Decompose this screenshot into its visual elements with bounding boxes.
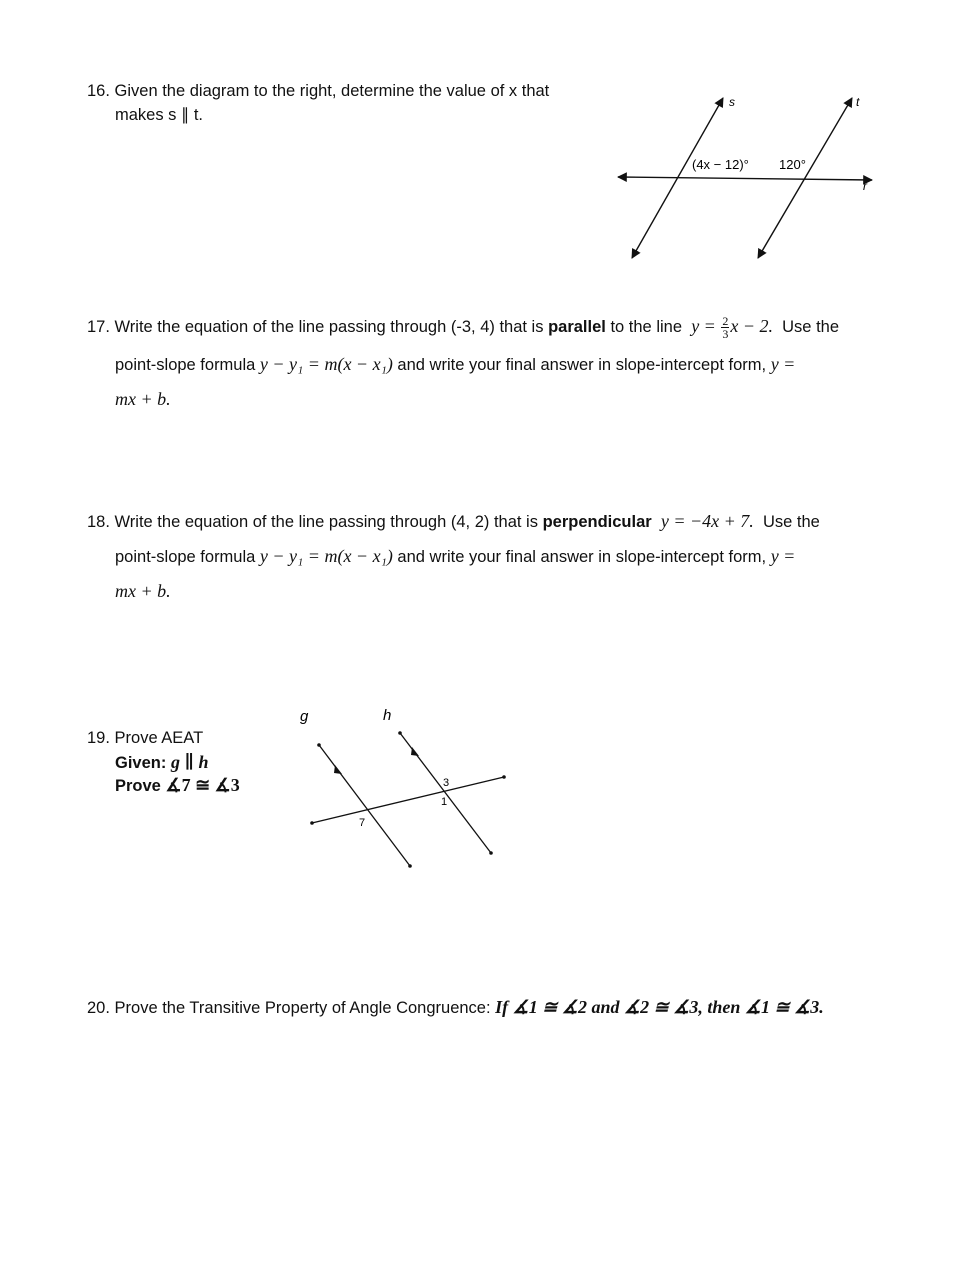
q19-prove-label: Prove bbox=[115, 777, 161, 795]
line-g-endpoint bbox=[317, 743, 321, 747]
q18-line2 bbox=[115, 546, 795, 567]
angle-label-120: 120° bbox=[779, 157, 806, 172]
q17-frac-num: 2 bbox=[722, 314, 729, 328]
q19-given-expr: g ∥ h bbox=[170, 752, 209, 772]
label-h: h bbox=[383, 707, 392, 724]
q19-prove-expr: ∡7 ≅ ∡3 bbox=[165, 775, 240, 795]
q17-bold-parallel: parallel bbox=[548, 317, 606, 336]
q18-line3: mx + b. bbox=[115, 581, 171, 601]
q18-point-slope-formula: y − y₁ = m(x − x₁) bbox=[259, 546, 393, 566]
q17-suffix: Use the bbox=[782, 317, 840, 336]
q19-parallel-lines-diagram bbox=[290, 700, 520, 875]
q18-equation: y = −4x + 7. bbox=[660, 511, 754, 531]
q17-line2 bbox=[115, 354, 795, 375]
transversal-endpoint bbox=[502, 775, 506, 779]
q19-title: 19. Prove AEAT bbox=[87, 729, 204, 747]
parallel-arrow-h bbox=[411, 747, 419, 756]
q20-statement: If ∡1 ≅ ∡2 and ∡2 ≅ ∡3, then ∡1 ≅ ∡3. bbox=[495, 997, 824, 1017]
q17-line2-c: y = bbox=[770, 354, 796, 374]
q17-line2-b: and write your final answer in slope-intercept form, bbox=[397, 356, 767, 374]
q19-given-label: Given: bbox=[115, 754, 167, 772]
parallel-arrow-g bbox=[334, 765, 342, 774]
q17-line1 bbox=[87, 315, 839, 340]
angle-label-3: 3 bbox=[443, 777, 450, 789]
q17-prefix: 17. Write the equation of the line passing through (-3, 4) that is bbox=[87, 317, 544, 336]
q17-eq-rhs: x − 2. bbox=[730, 315, 773, 336]
line-h-endpoint bbox=[489, 851, 493, 855]
q17-fraction bbox=[721, 315, 729, 340]
q17-frac-den: 3 bbox=[722, 327, 729, 341]
q16-parallel-lines-diagram bbox=[610, 88, 880, 268]
q18-bold-perpendicular: perpendicular bbox=[542, 513, 652, 531]
q18-suffix: Use the bbox=[762, 513, 820, 531]
angle-label-1: 1 bbox=[441, 796, 448, 808]
q18-prefix: 18. Write the equation of the line passing through (4, 2) that is bbox=[87, 513, 538, 531]
label-r: r bbox=[863, 179, 867, 193]
angle-label-4x-12: (4x − 12)° bbox=[692, 157, 749, 172]
q18-line1 bbox=[87, 511, 820, 532]
label-g: g bbox=[300, 708, 309, 725]
transversal-line bbox=[312, 777, 504, 823]
label-s: s bbox=[729, 95, 735, 109]
q18-line2-b: and write your final answer in slope-intercept form, bbox=[397, 548, 767, 566]
angle-label-7: 7 bbox=[359, 817, 366, 829]
transversal-endpoint bbox=[310, 821, 314, 825]
q16-line2: makes s ∥ t. bbox=[115, 106, 204, 124]
q19-prove bbox=[115, 775, 240, 796]
q17-line3: mx + b. bbox=[115, 389, 171, 409]
q18-line2-a: point-slope formula bbox=[115, 548, 256, 566]
line-g-endpoint bbox=[408, 864, 412, 868]
q20-text: 20. Prove the Transitive Property of Angle Congruence: bbox=[87, 999, 491, 1017]
label-t: t bbox=[856, 95, 860, 109]
q17-line2-a: point-slope formula bbox=[115, 356, 256, 374]
q18-line2-c: y = bbox=[770, 546, 796, 566]
q17-mid: to the line bbox=[610, 317, 683, 336]
line-g bbox=[319, 745, 410, 866]
line-h-endpoint bbox=[398, 731, 402, 735]
q19-given bbox=[115, 752, 209, 773]
q17-point-slope-formula: y − y₁ = m(x − x₁) bbox=[259, 354, 393, 374]
line-r bbox=[618, 177, 872, 180]
line-t bbox=[758, 98, 852, 258]
q20-line bbox=[87, 997, 824, 1018]
q17-eq-lhs: y = bbox=[691, 315, 721, 336]
q16-line1: 16. Given the diagram to the right, determine the value of x that bbox=[87, 82, 550, 100]
